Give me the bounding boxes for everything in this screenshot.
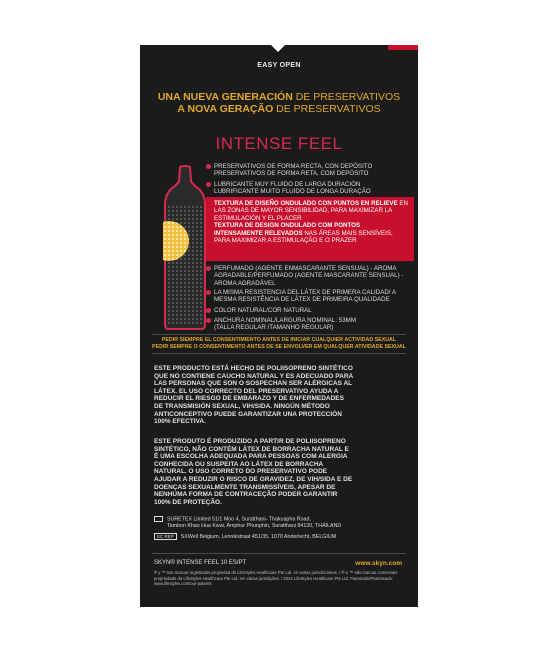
- bullet-icon: [206, 318, 211, 323]
- headline-es-rest: DE PRESERVATIVOS: [292, 91, 401, 103]
- consent-es: PEDIR SIEMPRE EL CONSENTIMIENTO ANTES DE INICIAR CUALQUIER ACTIVIDAD SEXUAL: [161, 337, 397, 343]
- hang-notch: [270, 45, 286, 52]
- hl-es-bold: TEXTURA DE DISEÑO ONDULADO CON PUNTOS EN RELIEVE: [214, 200, 398, 207]
- product-line: SKYN® INTENSE FEEL 10 ES/PT: [154, 560, 247, 566]
- feature-text: LUBRICANTE MUY FLUIDO DE LARGA DURACIÓN LUBRIFICANTE MUITO FLUIDO DE LONGA DURAÇÃO: [214, 181, 371, 196]
- mfr-line2: Tambon Khao Hua Kwai, Amphur Phunphin, Suratthani 84130, THAILAND: [167, 523, 342, 530]
- bullet-icon: [206, 182, 211, 187]
- website-url: www.skyn.com: [355, 560, 402, 567]
- product-box: [140, 45, 418, 607]
- texture-highlight-box: [206, 197, 414, 261]
- condom-illustration: [163, 165, 207, 333]
- info-paragraph-pt: ESTE PRODUTO É PRODUZIDO A PARTIR DE POLIISOPRENO SINTÉTICO, NÃO CONTÉM LÁTEX DE BORRACHA NATURAL E É UMA ESCOLHA ADEQUADA PARA PESSOAS COM ALERGIA CONHECIDA OU SUSPEITA AO LÁTEX DE BORRACHA NATURAL. O USO CORRETO DO PRESERVATIVO PODE AJUDAR A REDUZIR O RISCO DE GRAVIDEZ, DE VIH/SIDA E DE DOENÇAS SEXUALMENTE TRANSMISSÍVEIS, APESAR DE NENHUMA FORMA DE CONTRACEÇÃO PODER GARANTIR 100% DE PROTEÇÃO.: [154, 438, 353, 506]
- legal-text: ® y ™ son marcas registradas propiedad de LifeStyles Healthcare Pte Ltd. en varias jurisdicciones. / ® e ™ são marcas comerciais propriedade da LifeStyles Healthcare Pte Ltd. em várias jurisdições. / 2024 LifeStyles Healthcare Pte Ltd. Patentado/Patenteado: www.lifestyles.com/our-patents: [154, 570, 398, 587]
- divider: [152, 334, 406, 335]
- info-paragraph-es: ESTE PRODUCTO ESTÁ HECHO DE POLIISOPRENO SINTÉTICO QUE NO CONTIENE CAUCHO NATURAL Y ES ADECUADO PARA LAS PERSONAS QUE SON O SOSPECHAN SER ALÉRGICAS AL LÁTEX. EL USO CORRECTO DEL PRESERVATIVO AYUDA A REDUCIR EL RIESGO DE EMBARAZO Y DE ENFERMEDADES DE TRANSMISIÓN SEXUAL, VIH/SIDA. NINGÚN MÉTODO ANTICONCEPTIVO PUEDE GARANTIZAR UNA PROTECCIÓN 100% EFECTIVA.: [154, 365, 353, 426]
- feature-resistance: [214, 289, 412, 304]
- hl-pt-bold: TEXTURA DE DESIGN ONDULADO COM PONTOS INTENSAMENTE RELEVADOS: [214, 222, 361, 237]
- bullet-icon: [206, 266, 211, 271]
- feature-text: PRESERVATIVOS DE FORMA RECTA, CON DEPÓSITO PRESERVATIVOS DE FORMA RETA, COM DEPÓSITO: [214, 163, 373, 178]
- product-title: INTENSE FEEL: [215, 134, 343, 153]
- mfr-line1: SURETEX Limited 51/1 Moo 4, Suratthani- Thakuapha Road,: [167, 516, 311, 523]
- feature-text: PERFUMADO (AGENTE ENMASCARANTE SENSUAL) - AROMA AGRADABLE/PERFUMADO (AGENTE MASCARANTE SENSUAL) - AROMA AGRADÁVEL: [214, 265, 404, 287]
- headline-es-bold: UNA NUEVA GENERACIÓN: [157, 91, 293, 103]
- divider: [152, 353, 406, 354]
- headline: [140, 91, 418, 115]
- red-corner-flap: [388, 45, 418, 50]
- easy-open-label: EASY OPEN: [257, 62, 301, 69]
- feature-text: ANCHURA NOMINAL/LARGURA NOMINAL: 53MM (TALLA REGULAR /TAMANHO REGULAR): [214, 317, 356, 332]
- hl-pt-rest: NAS ÁREAS MAIS SENSÍVEIS, PARA MAXIMIZAR A ESTIMULAÇÃO E O PRAZER: [214, 229, 393, 245]
- feature-text: COLOR NATURAL/COR NATURAL: [214, 307, 312, 314]
- consent-pt: PEDIR SEMPRE O CONSENTIMENTO ANTES DE SE ENVOLVER EM QUALQUER ATIVIDADE SEXUAL: [152, 343, 406, 350]
- headline-pt-rest: DE PRESERVATIVOS: [273, 103, 381, 115]
- manufacturer-address: [154, 516, 341, 541]
- feature-lubricant: [214, 181, 412, 196]
- hl-es-rest: EN LAS ZONAS DE MAYOR SENSIBILIDAD, PARA MAXIMIZAR LA ESTIMULACIÓN Y EL PLACER: [214, 200, 408, 222]
- bullet-icon: [206, 164, 211, 169]
- consent-advice: [140, 337, 418, 350]
- bullet-icon: [206, 308, 211, 313]
- mfr-rep: SXWell Belgium, Lennikstraat 451/35, 1070 Anderlecht, BELGIUM: [180, 534, 337, 541]
- feature-text: LA MISMA RESISTENCIA DEL LÁTEX DE PRIMERA CALIDAD/ A MESMA RESISTÊNCIA DE LÁTEX DE PRIMEIRA QUALIDADE: [214, 289, 396, 304]
- divider: [152, 553, 406, 554]
- headline-pt-bold: A NOVA GERAÇÃO: [177, 103, 274, 115]
- bullet-icon: [206, 290, 211, 295]
- feature-scent: [214, 265, 412, 287]
- factory-icon: [154, 516, 163, 522]
- ec-rep-icon: EC REP: [154, 533, 177, 540]
- feature-color: [214, 307, 412, 314]
- feature-shape: [214, 163, 412, 178]
- feature-width: [214, 317, 412, 332]
